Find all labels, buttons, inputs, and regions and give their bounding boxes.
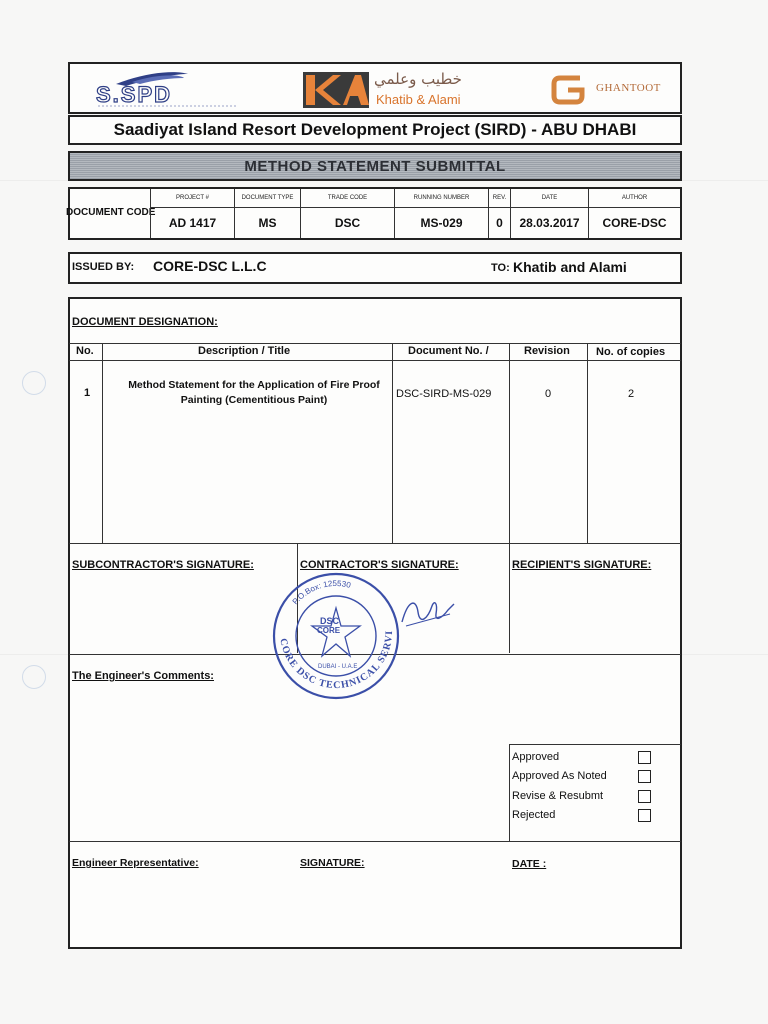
row-copies: 2 — [628, 388, 635, 400]
footer-signature-label: SIGNATURE: — [300, 857, 365, 869]
svg-text:CORE: CORE — [317, 626, 341, 635]
code-cell-date — [510, 189, 588, 238]
subcontractor-signature-label: SUBCONTRACTOR'S SIGNATURE: — [72, 559, 254, 571]
code-value: MS-029 — [420, 215, 463, 230]
document-code-table — [68, 187, 682, 240]
ghantoot-g-icon — [548, 70, 588, 108]
code-value: 0 — [496, 215, 503, 230]
code-cell-author — [588, 189, 680, 238]
ghantoot-logo — [548, 70, 588, 108]
ka-monogram-icon — [303, 72, 369, 108]
contractor-signature-label: CONTRACTOR'S SIGNATURE: — [300, 559, 459, 571]
issued-by-label: ISSUED BY: — [72, 261, 135, 273]
project-title: Saadiyat Island Resort Development Project (SIRD) - ABU DHABI — [113, 120, 637, 139]
status-approved-checkbox[interactable] — [638, 751, 651, 764]
col-header-document-no: Document No. / — [408, 345, 489, 357]
khatib-alami-logo — [303, 72, 369, 108]
table-rule — [392, 343, 393, 543]
svg-text:CORE DSC TECHNICAL SERVICES L.: CORE DSC TECHNICAL SERVI — [277, 629, 396, 692]
table-rule — [509, 744, 681, 745]
code-cell-running-number — [394, 189, 488, 238]
col-header-copies: No. of copies — [596, 346, 666, 358]
code-header: TRADE CODE — [301, 189, 394, 208]
code-header: RUNNING NUMBER — [395, 189, 488, 208]
engineer-representative-label: Engineer Representative: — [72, 857, 199, 869]
code-header: DOCUMENT TYPE — [235, 189, 300, 208]
code-header: REV. — [489, 189, 510, 208]
handwritten-signature — [398, 592, 458, 636]
ghantoot-name: GHANTOOT — [596, 82, 661, 94]
table-rule — [69, 343, 681, 344]
khatib-alami-arabic: خطيب وعلمي — [374, 70, 462, 88]
punch-hole-mark — [22, 371, 46, 395]
status-approved-label: Approved — [512, 751, 560, 763]
table-rule — [509, 343, 510, 653]
col-header-revision: Revision — [524, 345, 570, 357]
signature-scribble-icon — [398, 592, 458, 636]
project-title-box — [68, 115, 682, 145]
to-label: TO: — [491, 262, 510, 274]
company-seal-icon — [262, 572, 410, 700]
sspd-wordmark: S.SPD — [96, 82, 173, 107]
status-revise-resubmit-checkbox[interactable] — [638, 790, 651, 803]
status-rejected-label: Rejected — [512, 809, 556, 821]
code-cell-rev — [488, 189, 510, 238]
code-value: CORE-DSC — [602, 215, 667, 230]
document-code-label: DOCUMENT CODE — [66, 207, 156, 218]
recipient-signature-label: RECIPIENT'S SIGNATURE: — [512, 559, 652, 571]
status-approved-as-noted-label: Approved As Noted — [512, 770, 607, 782]
code-value: DSC — [334, 215, 361, 230]
status-approved-as-noted-checkbox[interactable] — [638, 770, 651, 783]
code-value: MS — [258, 215, 277, 230]
col-header-description: Description / Title — [198, 345, 291, 357]
row-revision: 0 — [545, 388, 552, 400]
table-rule — [102, 343, 103, 543]
code-cell-project — [150, 189, 234, 238]
col-header-no: No. — [76, 345, 94, 357]
status-rejected-checkbox[interactable] — [638, 809, 651, 822]
table-rule — [587, 343, 588, 543]
code-header: PROJECT # — [151, 189, 234, 208]
table-rule — [69, 360, 681, 361]
issued-by-value: CORE-DSC L.L.C — [153, 258, 267, 274]
code-value: AD 1417 — [168, 215, 217, 230]
code-header: DATE — [511, 189, 588, 208]
row-description: Method Statement for the Application of Fire Proof Painting (Cementitious Paint) — [128, 379, 380, 406]
company-stamp — [262, 572, 410, 700]
submittal-title: METHOD STATEMENT SUBMITTAL — [244, 157, 506, 175]
table-rule — [69, 543, 681, 544]
status-revise-resubmit-label: Revise & Resubmt — [512, 790, 604, 802]
table-rule — [509, 744, 510, 841]
submittal-banner — [68, 151, 682, 181]
engineer-comments-heading: The Engineer's Comments: — [72, 670, 214, 682]
khatib-alami-name: Khatib & Alami — [376, 92, 461, 107]
svg-text:DSC: DSC — [320, 616, 340, 626]
svg-text:DUBAI - U.A.E: DUBAI - U.A.E — [318, 664, 358, 670]
footer-date-label: DATE : — [512, 858, 547, 870]
code-cell-doc-type — [234, 189, 300, 238]
row-number: 1 — [84, 387, 91, 399]
row-document-no: DSC-SIRD-MS-029 — [396, 388, 492, 400]
table-rule — [69, 841, 681, 842]
code-value: 28.03.2017 — [519, 215, 580, 230]
code-cell-trade-code — [300, 189, 394, 238]
sspd-logo — [96, 70, 246, 110]
to-value: Khatib and Alami — [513, 259, 627, 275]
punch-hole-mark — [22, 665, 46, 689]
designation-heading: DOCUMENT DESIGNATION: — [72, 316, 218, 328]
svg-text:P.O.Box: 125530: P.O.Box: 125530 — [290, 578, 352, 607]
code-header: AUTHOR — [589, 189, 680, 208]
